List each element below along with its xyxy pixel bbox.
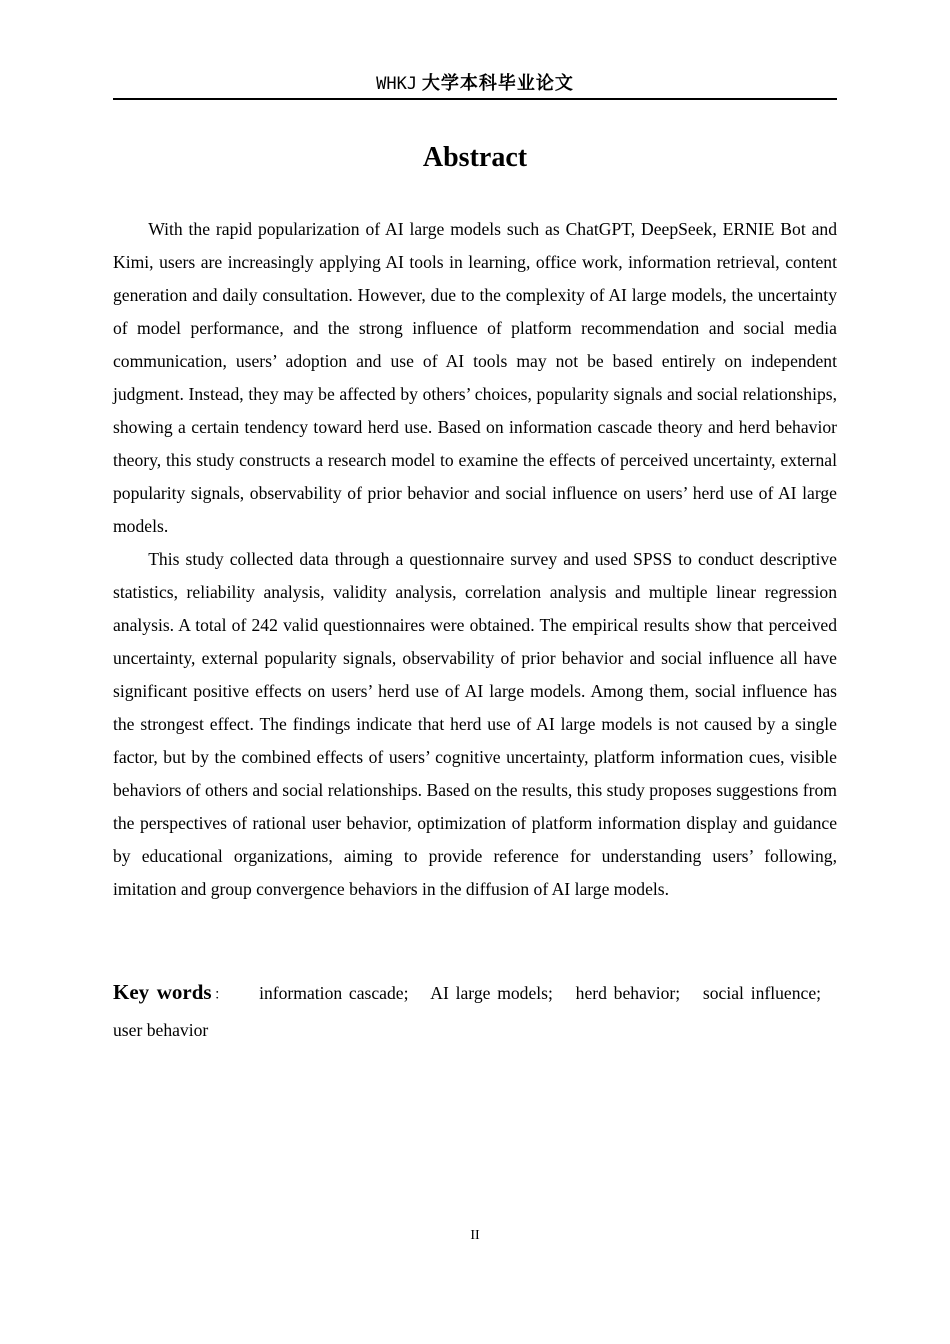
keyword-item: user behavior bbox=[113, 1020, 209, 1040]
keyword-item: AI large models bbox=[430, 983, 549, 1003]
keyword-separator: ; bbox=[675, 983, 681, 1003]
keyword-separator: ; bbox=[816, 983, 822, 1003]
abstract-paragraph-2: This study collected data through a questionnaire survey and used SPSS to conduct descriptive statistics, reliability analysis, validity analysis, correlation analysis and multiple linear regression analysis. A total of 242 valid questionnaires were obtained. The empirical results show that perceived uncertainty, external popularity signals, observability of prior behavior and social influence all have significant positive effects on users’ herd use of AI large models. Among them, social influence has the strongest effect. The findings indicate that herd use of AI large models is not caused by a single factor, but by the combined effects of users’ cognitive uncertainty, platform information cues, visible behaviors of others and social relationships. Based on the results, this study proposes suggestions from the perspectives of rational user behavior, optimization of platform information display and guidance by educational organizations, aiming to provide reference for understanding users’ following, imitation and group convergence behaviors in the diffusion of AI large models. bbox=[113, 549, 837, 899]
header-rule bbox=[113, 98, 837, 100]
keyword-item: social influence bbox=[702, 983, 817, 1003]
header-thesis-label: 大学本科毕业论文 bbox=[421, 73, 574, 94]
abstract-paragraph-1: With the rapid popularization of AI large models such as ChatGPT, DeepSeek, ERNIE Bot and Kimi, users are increasingly applying AI tools in learning, office work, information retrieval, content generation and daily consultation. However, due to the complexity of AI large models, the uncertainty of model performance, and the strong influence of platform recommendation and social media communication, users’ adoption and use of AI tools may not be based entirely on independent judgment. Instead, they may be affected by others’ choices, popularity signals and social relationships, showing a certain tendency toward herd use. Based on information cascade theory and herd behavior theory, this study constructs a research model to examine the effects of perceived uncertainty, external popularity signals, observability of prior behavior and social influence on users’ herd use of AI large models. bbox=[113, 219, 837, 536]
running-header bbox=[113, 72, 837, 96]
header-university-code: WHKJ bbox=[376, 74, 418, 94]
page-number: II bbox=[470, 1228, 480, 1243]
keyword-item: herd behavior bbox=[575, 983, 676, 1003]
keywords-label: Key words bbox=[113, 980, 212, 1004]
keywords-block bbox=[113, 975, 837, 1047]
abstract-body bbox=[113, 213, 837, 906]
page-title: Abstract bbox=[422, 142, 528, 173]
keyword-separator: ; bbox=[548, 983, 553, 1003]
keyword-separator: ; bbox=[403, 983, 409, 1003]
keywords-colon: ： bbox=[211, 988, 231, 1003]
keyword-item: information cascade bbox=[259, 983, 404, 1003]
